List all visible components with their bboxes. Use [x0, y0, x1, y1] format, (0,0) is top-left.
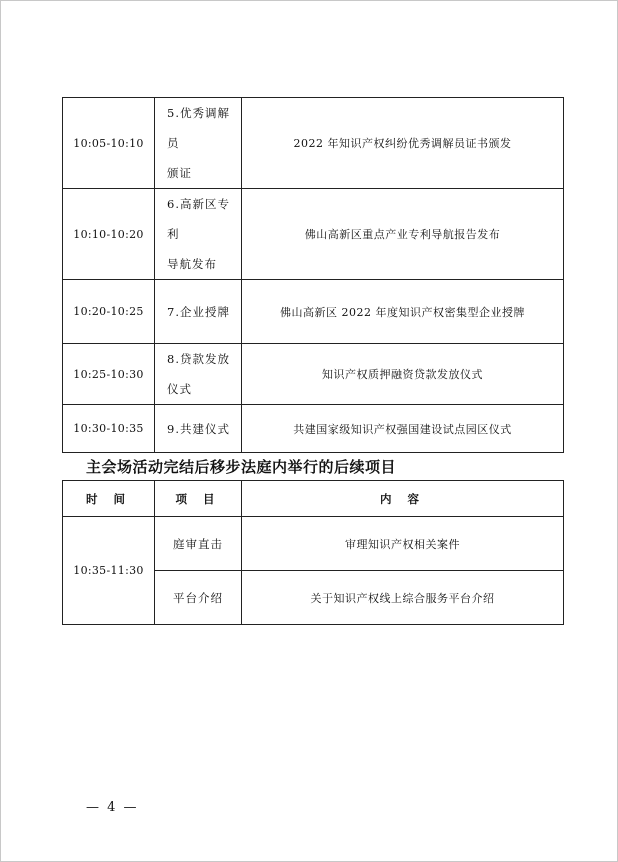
table-header-row: [63, 481, 564, 517]
time-cell: 10:30-10:35: [63, 405, 155, 453]
table-row: [63, 344, 564, 405]
content-cell: 佛山高新区重点产业专利导航报告发布: [242, 189, 564, 280]
table-row: [63, 517, 564, 571]
content-cell: 2022 年知识产权纠纷优秀调解员证书颁发: [242, 98, 564, 189]
item-cell: 5.优秀调解员 颁证: [155, 98, 242, 189]
content-cell: 知识产权质押融资贷款发放仪式: [242, 344, 564, 405]
schedule-table: [62, 97, 564, 453]
item-cell: 平台介绍: [155, 571, 242, 625]
content-cell: 关于知识产权线上综合服务平台介绍: [242, 571, 564, 625]
header-item: 项 目: [155, 481, 242, 517]
header-content: 内 容: [242, 481, 564, 517]
item-cell: 9.共建仪式: [155, 405, 242, 453]
table-row: [63, 405, 564, 453]
section-title: 主会场活动完结后移步法庭内举行的后续项目: [86, 458, 397, 476]
time-cell: 10:20-10:25: [63, 280, 155, 344]
content-cell: 佛山高新区 2022 年度知识产权密集型企业授牌: [242, 280, 564, 344]
item-cell: 6.高新区专利 导航发布: [155, 189, 242, 280]
content-cell: 共建国家级知识产权强国建设试点园区仪式: [242, 405, 564, 453]
item-cell: 庭审直击: [155, 517, 242, 571]
time-cell: 10:05-10:10: [63, 98, 155, 189]
item-cell: 8.贷款发放 仪式: [155, 344, 242, 405]
table-row: [63, 98, 564, 189]
time-cell: 10:25-10:30: [63, 344, 155, 405]
time-cell: 10:10-10:20: [63, 189, 155, 280]
time-cell: 10:35-11:30: [63, 517, 155, 625]
item-cell: 7.企业授牌: [155, 280, 242, 344]
header-time: 时 间: [63, 481, 155, 517]
content-cell: 审理知识产权相关案件: [242, 517, 564, 571]
table-row: [63, 280, 564, 344]
page-number: — 4 —: [86, 800, 139, 815]
table-row: [63, 189, 564, 280]
followup-table: [62, 480, 564, 625]
